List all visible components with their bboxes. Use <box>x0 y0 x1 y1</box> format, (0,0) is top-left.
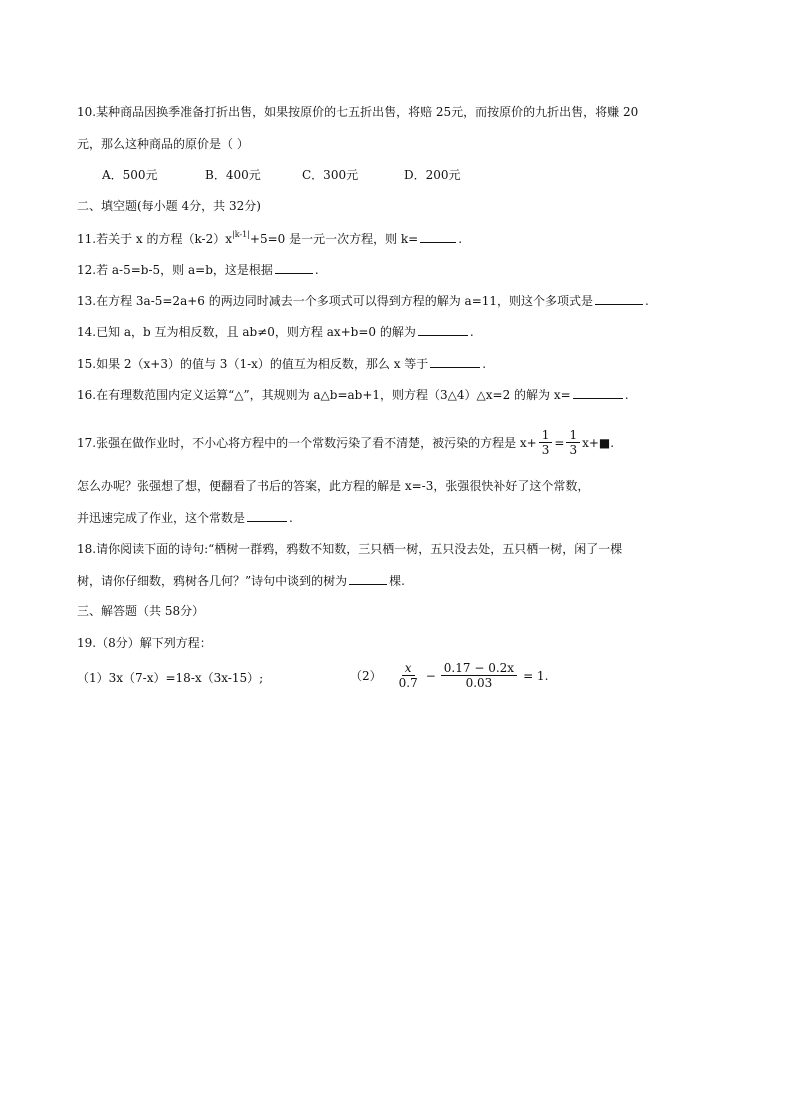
q12-answer-blank[interactable] <box>275 261 313 274</box>
q15: 15.如果 2（x+3）的值与 3（1-x）的值互为相反数，那么 x 等于 . <box>77 357 487 371</box>
q16: 16.在有理数范围内定义运算“△”，其规则为 a△b=ab+1，则方程（3△4）△x=2 的解为 x= . <box>77 388 629 402</box>
q17-fraction-1: $\frac{1}{3}$ <box>539 428 553 457</box>
q19-part2: （2） $\frac{x}{0.7}$ − $\frac{0.17 - 0.2x}{0.03}$ = 1. <box>350 661 549 690</box>
q10-option-a: A．500元 <box>102 168 158 182</box>
q18-line1: 18.请你阅读下面的诗句:“栖树一群鸦，鸦数不知数，三只栖一树，五只没去处，五只栖一树，闲了一棵 <box>77 542 623 556</box>
q18-line2: 树，请你仔细数，鸦树各几何？”诗句中谈到的树为 棵. <box>77 574 405 588</box>
q16-answer-blank[interactable] <box>573 386 623 399</box>
q19-fraction-b: $\frac{0.17 - 0.2x}{0.03}$ <box>441 661 517 690</box>
q10-option-c: C．300元 <box>302 168 359 182</box>
section-fill-in-title: 二、填空题(每小题 4分，共 32分) <box>77 199 261 213</box>
section-solve-title: 三、解答题（共 58分） <box>77 604 205 618</box>
q17-fraction-2: $\frac{1}{3}$ <box>566 428 580 457</box>
q10-option-b: B．400元 <box>205 168 261 182</box>
q19-part1: （1）3x（7-x）=18-x（3x-15）; <box>77 671 264 685</box>
q17-line3: 并迅速完成了作业，这个常数是 . <box>77 511 293 525</box>
q18-answer-blank[interactable] <box>349 572 387 585</box>
q11: 11.若关于 x 的方程$(k-2)x^{|k-1|}+5=0$ 是一元一次方程，则 k= . <box>77 230 463 246</box>
q11-answer-blank[interactable] <box>420 230 456 243</box>
q19-title: 19.（8分）解下列方程： <box>77 636 212 650</box>
q13-answer-blank[interactable] <box>595 292 643 305</box>
q14-answer-blank[interactable] <box>418 323 468 336</box>
q15-answer-blank[interactable] <box>430 355 480 368</box>
q17-answer-blank[interactable] <box>247 509 287 522</box>
q10-option-d: D．200元 <box>404 168 461 182</box>
q12: 12.若 a-5=b-5，则 a=b，这是根据 . <box>77 263 319 277</box>
q10-line1: 10.某种商品因换季准备打折出售，如果按原价的七五折出售，将赔 25元，而按原价的九折出售，将赚 20 <box>77 105 639 119</box>
q13: 13.在方程 3a-5=2a+6 的两边同时减去一个多项式可以得到方程的解为 a=11，则这个多项式是 . <box>77 294 649 308</box>
q17-line2: 怎么办呢？张强想了想，便翻看了书后的答案，此方程的解是 x=-3，张强很快补好了这个常数， <box>77 479 590 493</box>
q17-line1: 17.张强在做作业时，不小心将方程中的一个常数污染了看不清楚，被污染的方程是 x+ $\frac{1}{3}$ = $\frac{1}{3}$ x+■. <box>77 428 615 457</box>
q14: 14.已知 a，b 互为相反数，且 ab≠0，则方程 ax+b=0 的解为 . <box>77 325 474 339</box>
q10-line2: 元，那么这种商品的原价是（ ） <box>77 137 249 151</box>
q19-fraction-a: $\frac{x}{0.7}$ <box>398 661 418 690</box>
